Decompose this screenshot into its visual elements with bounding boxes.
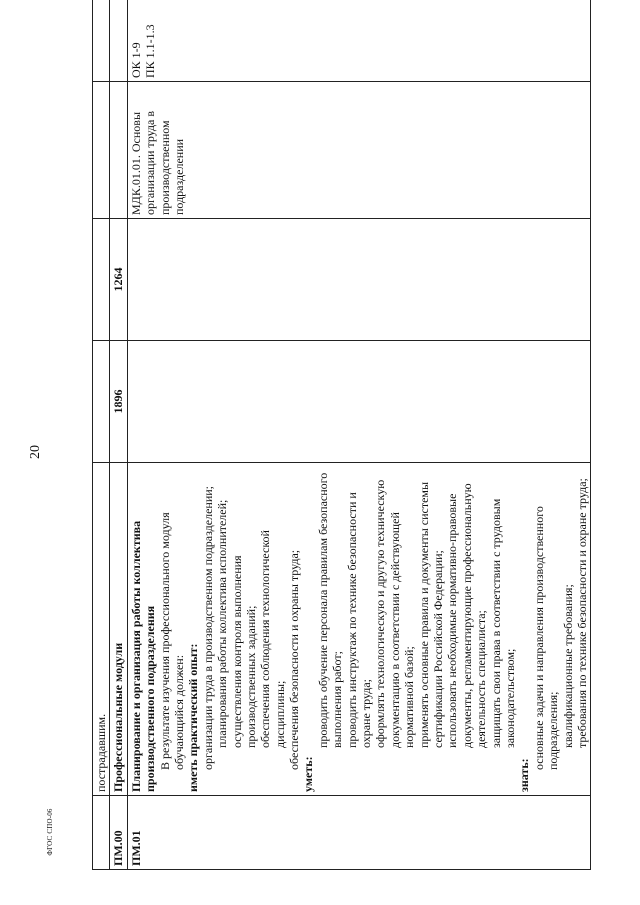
curriculum-table bbox=[92, 12, 608, 870]
competency-ok: ОК 1-9 bbox=[128, 42, 143, 78]
knowledge-heading: знать: bbox=[517, 758, 532, 792]
page-number: 20 bbox=[28, 445, 43, 459]
list-item: защищать свои права в соответствии с трудовым законодательством; bbox=[488, 498, 517, 748]
module-title: Планирование и организация работы коллектива производственного подразделения bbox=[128, 520, 158, 792]
mdk-text: МДК.01.01. Основы организации труда в производственном подразделении bbox=[128, 111, 186, 215]
list-item: использовать необходимые нормативно-правовые документы, регламентирующие профессиональную деятельность специалиста; bbox=[445, 483, 489, 748]
list-item: проводить обучение персонала правилам безопасного выполнения работ; bbox=[315, 472, 345, 748]
module-title: Профессиональные модули bbox=[110, 463, 127, 796]
module-description bbox=[127, 463, 591, 796]
intro-text: В результате изучения профессионального модуля обучающийся должен: bbox=[157, 512, 186, 770]
table-row bbox=[127, 0, 591, 870]
list-item: квалификационные требования; bbox=[560, 584, 575, 748]
list-item: оформлять технологическую и другую техническую документацию в соответствии с действующей нормативной базой; bbox=[373, 479, 417, 748]
list-item: планирования работы коллектива исполнителей; bbox=[215, 499, 230, 748]
practice-heading: иметь практический опыт: bbox=[186, 643, 201, 792]
mandatory-hours: 1264 bbox=[110, 219, 127, 341]
mdk-name bbox=[127, 82, 591, 219]
competencies bbox=[127, 0, 591, 82]
footer-mark: ФГОС СПО-06 bbox=[46, 808, 54, 856]
cell-text: пострадавшим. bbox=[93, 463, 110, 796]
list-item: применять основные правила и документы системы сертификации Российской Федерации; bbox=[416, 481, 445, 748]
list-item: проводить инструктаж по технике безопасности и охране труда; bbox=[344, 492, 374, 748]
list-item: основные задачи и направления производственного подразделения; bbox=[531, 506, 561, 770]
list-item: требования по технике безопасности и охране труда; bbox=[574, 478, 589, 748]
list-item: обеспечения безопасности и охраны труда; bbox=[287, 549, 302, 770]
competency-pk: ПК 1.1-1.3 bbox=[143, 24, 158, 78]
total-hours: 1896 bbox=[110, 341, 127, 463]
list-item: осуществления контроля выполнения производственных заданий; bbox=[229, 555, 258, 748]
list-item: организации труда в производственном подразделении; bbox=[200, 485, 215, 770]
list-item: обеспечения соблюдения технологической дисциплины; bbox=[258, 530, 287, 748]
table-row bbox=[110, 0, 127, 870]
skills-heading: уметь: bbox=[301, 756, 316, 792]
module-code: ПМ.01 bbox=[127, 796, 591, 870]
module-code: ПМ.00 bbox=[110, 796, 127, 870]
table-row bbox=[93, 0, 110, 870]
